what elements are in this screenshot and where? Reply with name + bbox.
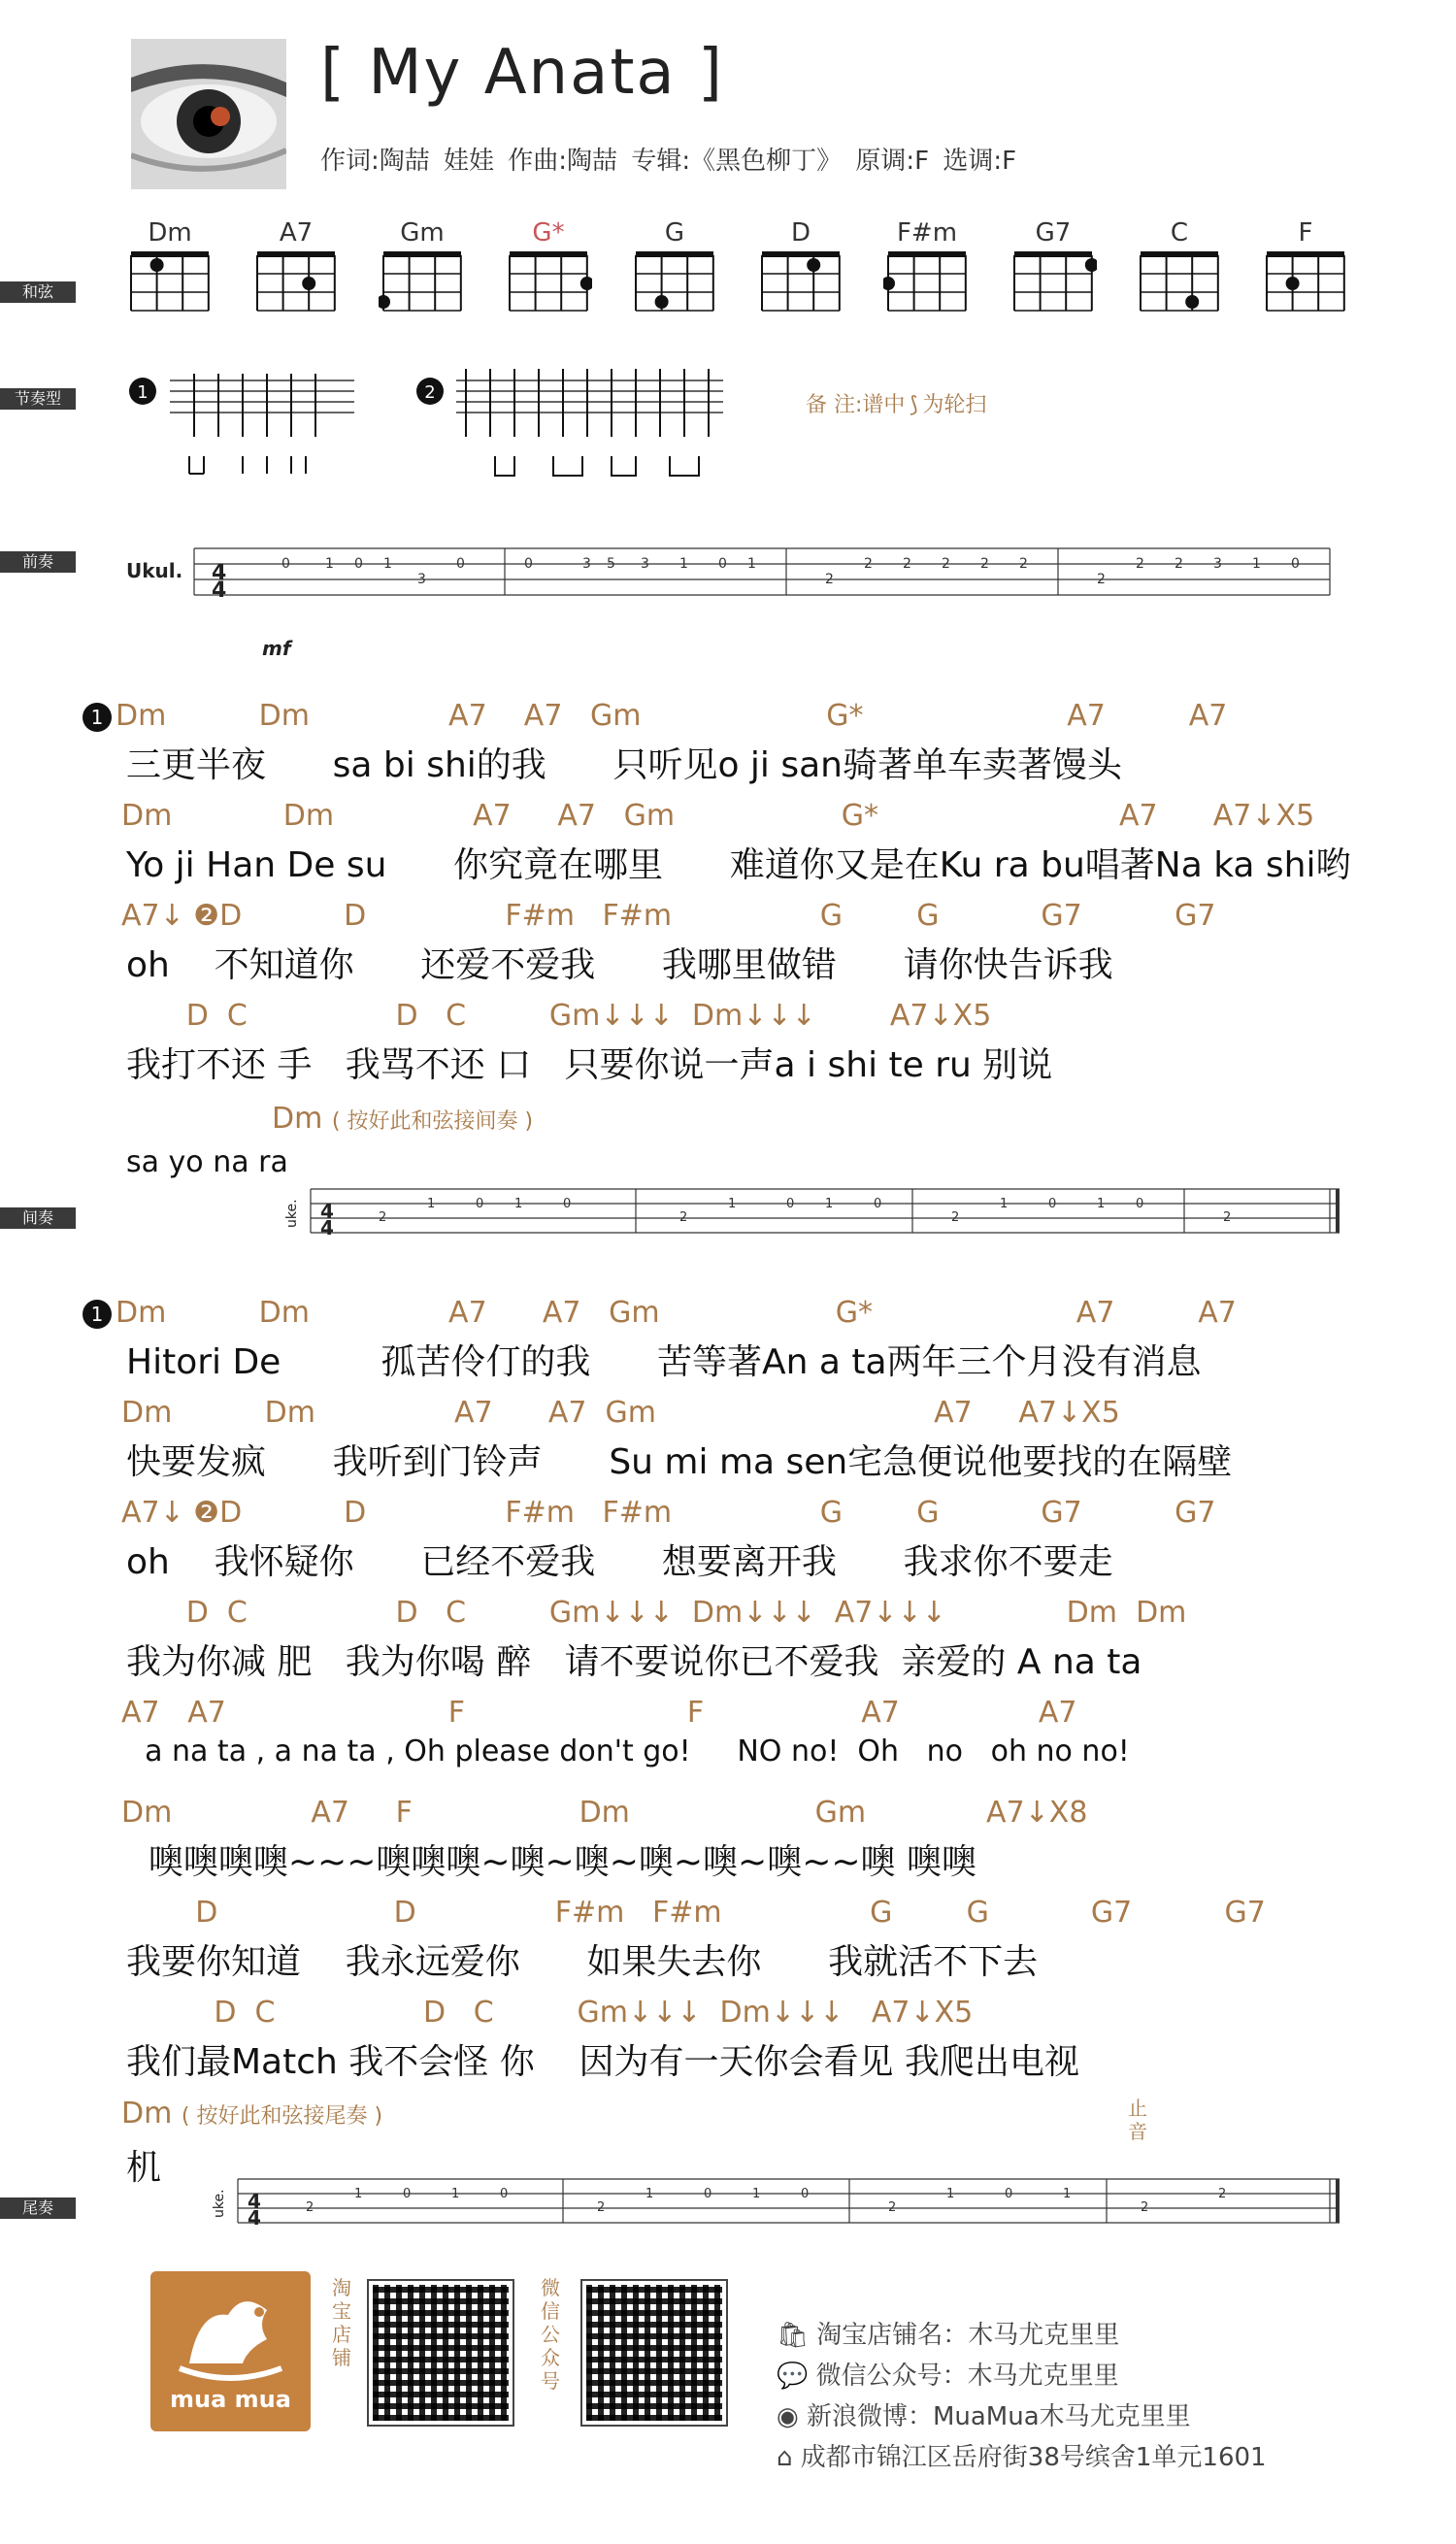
svg-text:3: 3: [1213, 556, 1222, 572]
svg-text:0: 0: [500, 2187, 509, 2201]
svg-text:1: 1: [1000, 1197, 1009, 1211]
svg-text:3: 3: [417, 572, 426, 587]
chord-line: [121, 999, 991, 1033]
chord-name: Gm: [400, 218, 445, 248]
chord-line: [121, 1396, 1120, 1430]
svg-text:1: 1: [325, 556, 334, 572]
chord-text: D D F#m F#m G G G7 G7: [121, 1896, 1266, 1930]
chord-grid: [1009, 248, 1097, 315]
svg-text:1: 1: [747, 556, 756, 572]
svg-text:0: 0: [801, 2187, 810, 2201]
interlude-lyric: sa yo na ra: [126, 1145, 288, 1179]
chord-grid: [631, 248, 718, 315]
outro-hint: [121, 2097, 382, 2131]
svg-text:0: 0: [786, 1197, 795, 1211]
outro-chord: Dm: [121, 2097, 173, 2131]
chord-line: [121, 899, 1215, 933]
intro-tab-staff: [126, 519, 1340, 665]
svg-text:2: 2: [825, 572, 834, 587]
chord-name: A7: [279, 218, 314, 248]
footer-wechat: 💬 微信公众号：木马尤克里里: [777, 2362, 1119, 2391]
chord-name: F: [1298, 218, 1313, 248]
svg-text:2: 2: [1223, 1210, 1232, 1225]
chord-name: Dm: [148, 218, 192, 248]
chord-line: [121, 1596, 1186, 1630]
svg-text:3: 3: [582, 556, 591, 572]
svg-text:3: 3: [641, 556, 649, 572]
svg-text:0: 0: [1048, 1197, 1057, 1211]
interlude-hint: [272, 1102, 533, 1136]
svg-text:0: 0: [1136, 1197, 1144, 1211]
chord-name: C: [1170, 218, 1189, 248]
svg-text:2: 2: [597, 2200, 606, 2215]
svg-text:1: 1: [825, 1197, 834, 1211]
svg-text:4: 4: [248, 2206, 261, 2230]
svg-text:2: 2: [888, 2200, 897, 2215]
chord-grid: [1136, 248, 1223, 315]
svg-text:0: 0: [476, 1197, 484, 1211]
svg-text:2: 2: [679, 1210, 688, 1225]
svg-text:2: 2: [1218, 2187, 1227, 2201]
lyric-line: Hitori De 孤苦伶仃的我 苦等著An a ta两年三个月没有消息: [126, 1342, 1202, 1382]
svg-text:1: 1: [514, 1197, 523, 1211]
home-icon: ⌂: [777, 2443, 793, 2472]
rhythm-patterns: [126, 359, 728, 485]
svg-text:2: 2: [903, 556, 911, 572]
footer-weibo: ◉ 新浪微博：MuaMua木马尤克里里: [777, 2402, 1191, 2431]
footer-shop: 🛍 淘宝店铺名：木马尤克里里: [777, 2321, 1120, 2350]
intro-tab: 前奏: [0, 551, 76, 573]
outro-tab-staff: [209, 2155, 1344, 2262]
svg-text:1: 1: [354, 2187, 363, 2201]
outro-note: ( 按好此和弦接尾奏 ): [181, 2104, 383, 2129]
chord-text: Dm Dm A7 A7 Gm A7 A7↓X5: [121, 1396, 1120, 1430]
chord-grid: [505, 248, 592, 315]
rhythm-badge-1-label: 1: [137, 382, 149, 403]
svg-text:2: 2: [306, 2200, 314, 2215]
interlude-instrument-label: uke.: [284, 1199, 300, 1228]
shop-qr-code[interactable]: [369, 2281, 513, 2425]
chord-grid: [379, 248, 466, 315]
svg-text:0: 0: [281, 556, 290, 572]
svg-text:1: 1: [1252, 556, 1261, 572]
chord-name: G*: [532, 218, 565, 248]
chord-text: A7↓ ❷D D F#m F#m G G G7 G7: [121, 899, 1216, 933]
brand-logo-text: mua mua: [170, 2386, 291, 2413]
chord-text: Dm A7 F Dm Gm A7↓X8: [121, 1796, 1088, 1830]
chord-name: G7: [1035, 218, 1072, 248]
svg-text:2: 2: [1141, 2200, 1149, 2215]
svg-text:2: 2: [1175, 556, 1183, 572]
svg-text:5: 5: [607, 556, 615, 572]
lyric-line: a na ta , a na ta , Oh please don't go! NO no! Oh no oh no no!: [126, 1735, 1130, 1768]
chord-text: Dm Dm A7 A7 Gm G* A7 A7: [116, 1296, 1237, 1330]
svg-text:4: 4: [248, 2190, 261, 2213]
svg-text:2: 2: [942, 556, 950, 572]
chord-grid: [126, 248, 214, 315]
svg-text:2: 2: [864, 556, 873, 572]
chord-line: [83, 699, 1227, 733]
album-cover: [131, 39, 286, 189]
chord-line: [121, 1996, 973, 2030]
svg-text:0: 0: [524, 556, 533, 572]
chord-grid: [252, 248, 340, 315]
rhythm-note: 备 注:谱中 ⟆ 为轮扫: [806, 393, 987, 417]
footer-address: ⌂ 成都市锦江区岳府街38号缤舍1单元1601: [777, 2443, 1267, 2472]
lyric-line: Yo ji Han De su 你究竟在哪里 难道你又是在Ku ra bu唱著Na ka shi哟: [126, 845, 1351, 885]
chord-text: D C D C Gm↓↓↓ Dm↓↓↓ A7↓↓↓ Dm Dm: [121, 1596, 1187, 1630]
chord-diagram-7: [1009, 218, 1097, 319]
interlude-chord: Dm: [272, 1102, 323, 1136]
svg-text:2: 2: [1019, 556, 1028, 572]
svg-text:2: 2: [951, 1210, 960, 1225]
lyric-line: oh 不知道你 还爱不爱我 我哪里做错 请你快告诉我: [126, 945, 1113, 985]
svg-text:0: 0: [456, 556, 465, 572]
chord-diagram-3: [505, 218, 592, 319]
svg-text:0: 0: [354, 556, 363, 572]
interlude-tab: 间奏: [0, 1207, 76, 1229]
interlude-note: ( 按好此和弦接间奏 ): [331, 1109, 534, 1134]
rhythm-badge-2-label: 2: [424, 382, 436, 403]
chord-diagram-8: [1136, 218, 1223, 319]
chord-grid: [1262, 248, 1349, 315]
brand-logo: [150, 2271, 311, 2431]
lyric-line: oh 我怀疑你 已经不爱我 想要离开我 我求你不要走: [126, 1542, 1113, 1582]
chord-name: G: [664, 218, 685, 248]
chord-text: D C D C Gm↓↓↓ Dm↓↓↓ A7↓X5: [121, 1996, 974, 2030]
svg-text:0: 0: [1291, 556, 1300, 572]
lyric-line: 我们最Match 我不会怪 你 因为有一天你会看见 我爬出电视: [126, 2042, 1079, 2082]
chord-grid: [883, 248, 971, 315]
interlude-tab-staff: [281, 1165, 1349, 1281]
svg-text:1: 1: [427, 1197, 436, 1211]
svg-text:4: 4: [320, 1200, 334, 1223]
outro-lyric: 机: [126, 2148, 162, 2188]
chord-line: [121, 1696, 1076, 1730]
section-badge: 1: [83, 1300, 112, 1329]
svg-text:1: 1: [946, 2187, 955, 2201]
stop-note: 止音: [1128, 2097, 1147, 2143]
svg-text:2: 2: [980, 556, 989, 572]
chord-diagram-9: [1262, 218, 1349, 319]
chord-line: [121, 1896, 1266, 1930]
chord-diagram-6: [883, 218, 971, 319]
svg-text:1: 1: [451, 2187, 460, 2201]
wechat-icon: 💬: [777, 2362, 809, 2391]
chord-diagram-5: [757, 218, 844, 319]
chord-line: [83, 1296, 1237, 1330]
outro-tab: 尾奏: [0, 2197, 76, 2219]
chord-text: D C D C Gm↓↓↓ Dm↓↓↓ A7↓X5: [121, 999, 992, 1033]
weibo-icon: ◉: [777, 2402, 799, 2431]
chords-tab: 和弦: [0, 281, 76, 303]
chord-line: [121, 1496, 1215, 1530]
svg-text:4: 4: [320, 1216, 334, 1239]
svg-text:1: 1: [645, 2187, 654, 2201]
qr2-label: 微信公众号: [541, 2276, 560, 2393]
chord-text: A7 A7 F F A7 A7: [121, 1696, 1077, 1730]
chord-text: A7↓ ❷D D F#m F#m G G G7 G7: [121, 1496, 1216, 1530]
chord-line: [121, 1796, 1087, 1830]
outro-instrument-label: uke.: [212, 2189, 227, 2218]
svg-text:0: 0: [1005, 2187, 1013, 2201]
lyric-line: 我要你知道 我永远爱你 如果失去你 我就活不下去: [126, 1942, 1039, 1982]
chord-diagram-2: [379, 218, 466, 319]
chord-name: F#m: [896, 218, 958, 248]
lyric-line: 我打不还 手 我骂不还 口 只要你说一声a i shi te ru 别说: [126, 1045, 1053, 1085]
shop-icon: 🛍: [777, 2321, 810, 2350]
song-title: [ My Anata ]: [320, 37, 724, 109]
intro-instrument-label: Ukul.: [126, 559, 183, 582]
svg-text:0: 0: [563, 1197, 572, 1211]
section-badge: 1: [83, 703, 112, 732]
svg-text:1: 1: [383, 556, 392, 572]
wechat-qr-code[interactable]: [582, 2281, 726, 2425]
svg-text:0: 0: [403, 2187, 412, 2201]
svg-text:0: 0: [704, 2187, 712, 2201]
song-credits: 作词:陶喆 娃娃 作曲:陶喆 专辑:《黑色柳丁》 原调:F 选调:F: [320, 147, 1017, 176]
svg-text:4: 4: [212, 578, 227, 603]
svg-text:0: 0: [718, 556, 727, 572]
chord-name: D: [790, 218, 811, 248]
chord-diagram-0: [126, 218, 214, 319]
svg-text:0: 0: [874, 1197, 882, 1211]
chord-text: Dm Dm A7 A7 Gm G* A7 A7: [116, 699, 1228, 733]
lyric-line: 三更半夜 sa bi shi的我 只听见o ji san骑著单车卖著馒头: [126, 745, 1123, 785]
chord-text: Dm Dm A7 A7 Gm G* A7 A7↓X5: [121, 799, 1315, 833]
lyric-line: 噢噢噢噢~~~噢噢噢~噢~噢~噢~噢~噢~~噢 噢噢: [126, 1842, 976, 1882]
chord-diagram-1: [252, 218, 340, 319]
chord-diagram-4: [631, 218, 718, 319]
svg-text:1: 1: [1063, 2187, 1072, 2201]
lyric-line: 快要发疯 我听到门铃声 Su mi ma sen宅急便说他要找的在隔壁: [126, 1442, 1233, 1482]
dynamic-mark: mf: [262, 637, 291, 660]
lyric-line: 我为你减 肥 我为你喝 醉 请不要说你已不爱我 亲爱的 A na ta: [126, 1642, 1142, 1682]
svg-text:1: 1: [728, 1197, 737, 1211]
svg-text:2: 2: [1097, 572, 1106, 587]
svg-text:1: 1: [679, 556, 688, 572]
svg-text:2: 2: [1136, 556, 1144, 572]
svg-text:4: 4: [212, 561, 227, 585]
chord-grid: [757, 248, 844, 315]
chord-line: [121, 799, 1314, 833]
qr1-label: 淘宝店铺: [332, 2276, 351, 2369]
rhythm-tab: 节奏型: [0, 388, 76, 410]
svg-text:1: 1: [752, 2187, 761, 2201]
svg-text:1: 1: [1097, 1197, 1106, 1211]
svg-text:2: 2: [379, 1210, 387, 1225]
